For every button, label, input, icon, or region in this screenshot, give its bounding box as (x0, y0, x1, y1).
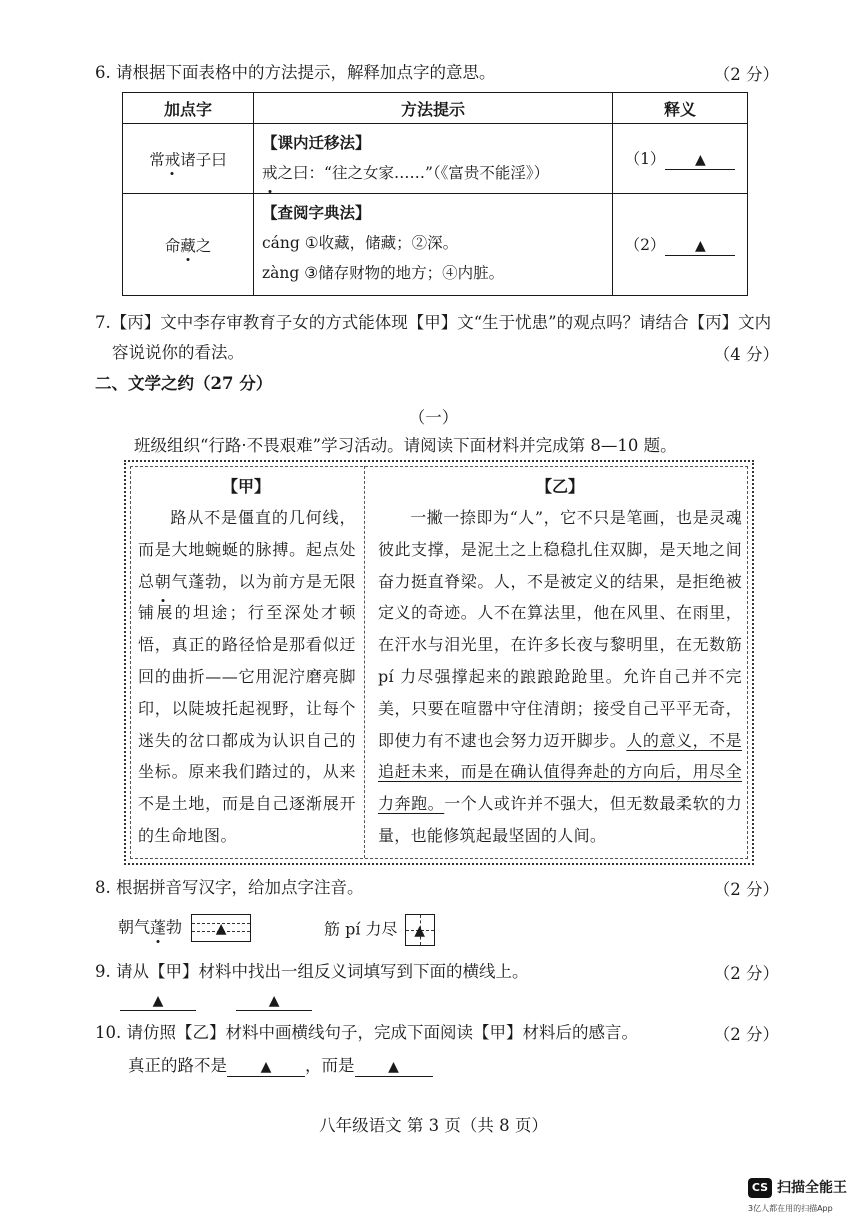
q6-table (122, 92, 748, 296)
q8-item1: 朝气蓬勃 ▲ (118, 914, 251, 942)
q9-answer-lines (120, 990, 312, 1011)
q7-line2: 容说说你的看法。 (112, 343, 244, 362)
watermark-name: 扫描全能王 (777, 1180, 847, 1196)
material-a-heading: 【甲】 (222, 477, 271, 496)
q6-score: （2 分） (713, 65, 779, 84)
header-meaning: 释义 (613, 93, 748, 124)
header-word: 加点字 (123, 93, 254, 124)
dotted-char: 藏 (180, 234, 196, 256)
q8-prompt: 8. 根据拼音写汉字，给加点字注音。 (95, 878, 364, 897)
pinyin-answer-box[interactable] (191, 914, 251, 942)
row2-method (254, 194, 613, 296)
underlined-sentence: 人的意义，不是追赶未来，而是在确认值得奔赴的方向后，用尽全力奔跑。 (378, 730, 742, 814)
answer-mark-icon: ▲ (152, 993, 164, 1009)
material-b-text: 一撇一捺即为“人”，它不只是笔画，也是灵魂彼此支撑，是泥土之上稳稳扎住双脚，是天地之间奋力挺直脊梁。人，不是被定义的结果，是拒绝被定义的奇迹。人不在算法里，他在风里、在雨里，在汗水与泪光里，在许多长夜与黎明里，在无数筋 pí 力尽强撑起来的踉踉跄跄里。允许自己并不完美，只要在喧嚣中守住清朗；接受自己平平无奇，即使力有不逮也会努力迈开脚步。人的意义，不是追赶未来，而是在确认值得奔赴的方向后，用尽全力奔跑。一个人或许并不强大，但无数最柔软的力量，也能修筑起最坚固的人间。 (378, 508, 742, 845)
materials-divider (364, 466, 365, 858)
section-title: 二、文学之约（27 分） (95, 374, 273, 393)
answer-blank-2[interactable] (236, 991, 312, 1011)
header-method: 方法提示 (254, 93, 613, 124)
method-title: 【查阅字典法】 (262, 203, 371, 222)
method-title: 【课内迁移法】 (262, 133, 371, 152)
answer-mark-icon: ▲ (695, 238, 706, 254)
q7-line1: 7.【丙】文中李存审教育子女的方式能体现【甲】文“生于忧患”的观点吗？请结合【丙】文内 (95, 313, 772, 332)
q8-score: （2 分） (713, 880, 779, 899)
row1-answer[interactable]: （1） ▲ (613, 124, 748, 194)
q10-prompt: 10. 请仿照【乙】材料中画横线句子，完成下面阅读【甲】材料后的感言。 (95, 1023, 638, 1042)
answer-mark-icon: ▲ (215, 921, 227, 937)
section-intro: 班级组织“行路·不畏艰难”学习活动。请阅读下面材料并完成第 8—10 题。 (134, 436, 677, 455)
table-row (123, 194, 748, 296)
watermark-sub: 3亿人都在用的扫描App (748, 1204, 833, 1213)
answer-mark-icon: ▲ (388, 1059, 399, 1075)
method-hint: 戒之曰：“往之女家……”（《富贵不能淫》） (262, 158, 604, 188)
hanzi-answer-box[interactable] (405, 914, 435, 946)
table-row (123, 124, 748, 194)
material-b-heading: 【乙】 (536, 477, 585, 496)
q10-score: （2 分） (713, 1025, 779, 1044)
subsection-number: （一） (408, 408, 459, 427)
row2-word: 命藏之 (123, 194, 254, 296)
answer-mark-icon: ▲ (260, 1059, 272, 1075)
q8-item2: 筋 pí 力尽 ▲ (324, 914, 435, 946)
material-a-text: 路从不是僵直的几何线，而是大地蜿蜒的脉搏。起点处总朝气蓬勃，以为前方是无限铺展的坦途；行至深处才顿悟，真正的路径恰是那看似迂回的曲折——它用泥泞磨亮脚印，以陡坡托起视野，让每个迷失的岔口都成为认识自己的坐标。原来我们踏过的，从来不是土地，而是自己逐渐展开的生命地图。 (138, 508, 356, 845)
dotted-char: 朝 (155, 566, 172, 598)
answer-mark-icon: ▲ (268, 993, 280, 1009)
row1-word: 常戒诸子曰 (123, 124, 254, 194)
row2-answer[interactable]: （2） ▲ (613, 194, 748, 296)
dict-line-2: zàng ③储存财物的地方；④内脏。 (262, 264, 505, 282)
dotted-char: 蓬 (150, 915, 166, 938)
page-footer: 八年级语文 第 3 页（共 8 页） (319, 1116, 548, 1135)
row1-method (254, 124, 613, 194)
q9-score: （2 分） (713, 964, 779, 983)
dict-line-1: cáng ①收藏，储藏；②深。 (262, 234, 459, 252)
q9-prompt: 9. 请从【甲】材料中找出一组反义词填写到下面的横线上。 (95, 962, 529, 981)
answer-mark-icon: ▲ (414, 923, 426, 939)
answer-blank-1[interactable] (120, 991, 196, 1011)
answer-mark-icon: ▲ (695, 152, 706, 168)
q6-prompt: 6. 请根据下面表格中的方法提示，解释加点字的意思。 (95, 63, 496, 82)
table-header-row (123, 93, 748, 124)
camscanner-logo-icon: CS (748, 1178, 772, 1198)
answer-blank-2[interactable] (355, 1057, 433, 1077)
answer-blank-1[interactable] (227, 1057, 305, 1077)
q10-answer: 真正的路不是 ▲ ，而是 ▲ (128, 1052, 433, 1077)
q7-score: （4 分） (713, 345, 779, 364)
dotted-char: 戒 (165, 148, 181, 170)
